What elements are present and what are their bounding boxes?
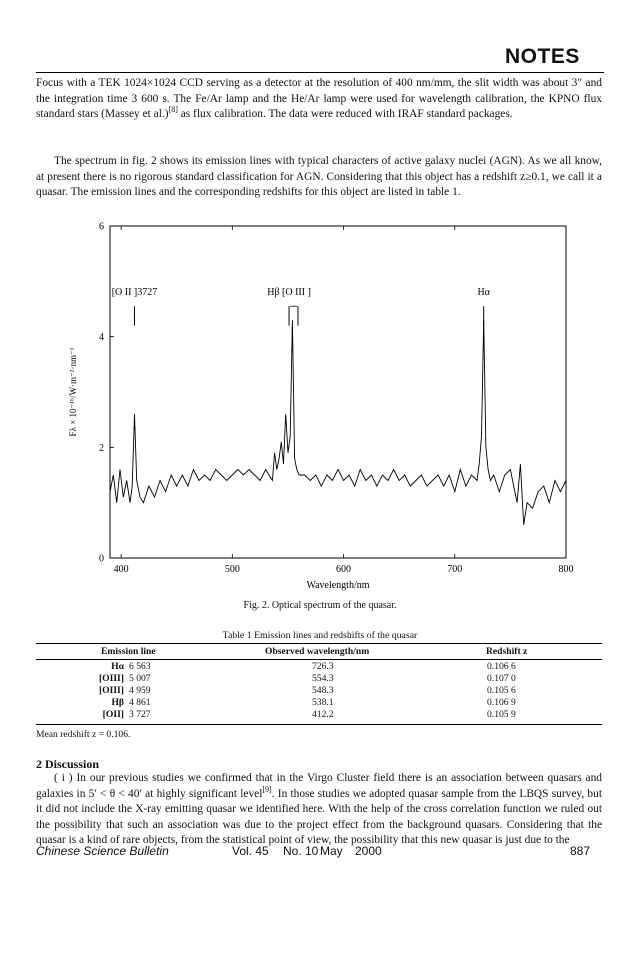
table-cell-redshift: 0.106 6 [487,661,516,672]
paragraph-1-text: Focus with a TEK 1024×1024 CCD serving as a detector at the resolution of 400 nm/mm, the slit width was about 3″ and the integration time 3 600 s. The Fe/Ar lamp and the He/Ar lamp were used for wavelength calibration, the KPNO flux standard stars (Massey et al.) [36,77,602,121]
x-tick-label: 600 [336,564,352,575]
citation-8: [8] [168,105,178,115]
x-tick-label: 400 [113,564,129,575]
paragraph-3-text-a: ( i ) In our previous studies we confirmed that in the Virgo Cluster field there is an association between quasars and galaxies in 5′ < θ < 40′ at highly significant level [36,772,602,800]
table-cell-redshift: 0.105 6 [487,685,516,696]
chart-axes [110,226,566,558]
line-label: [O II ]3727 [111,287,158,299]
footer-number: No. 10 [283,844,319,858]
citation-9: [9] [262,784,272,794]
line-label: Hβ [O III ] [267,287,311,299]
spectrum-line [110,320,566,525]
table-cell-observed: 726.3 [312,661,334,672]
plot-frame [110,226,566,558]
line-label: Hα [477,287,490,299]
paragraph-1 [36,76,602,123]
chart-ticks [99,222,574,576]
table-cell-line: Hβ [111,697,124,708]
table-note: Mean redshift z = 0.106. [36,729,131,740]
paragraph-2-text: The spectrum in fig. 2 shows its emission lines with typical characters of active galaxy nuclei (AGN). As we all know, at present there is no rigorous standard classification for AGN. Considering that this object has a redshift z≥0.1, we call it a quasar. The emission lines and the corresponding redshifts for this object are listed in table 1. [36,155,602,199]
table-header-emission: Emission line [101,646,156,657]
y-axis-label: Fλ × 10⁻¹⁶/W·m⁻²·nm⁻¹ [68,347,78,437]
y-tick-label: 2 [99,442,104,454]
table-cell-rest: 4 861 [129,697,151,708]
table-cell-line: [OIII] [98,673,124,684]
y-tick-label: 6 [99,221,104,233]
table-cell-line: Hα [111,661,124,672]
table-cell-line: [OII] [102,709,124,720]
table-title: Table 1 Emission lines and redshifts of the quasar [222,630,418,641]
table-header-observed: Observed wavelength/nm [265,646,370,657]
table-cell-rest: 6 563 [129,661,151,672]
figure-caption: Fig. 2. Optical spectrum of the quasar. [243,600,397,611]
section-header-title: NOTES [505,45,580,68]
y-tick-label: 0 [99,553,104,565]
table-top-rule [36,643,602,644]
x-tick-label: 500 [224,564,240,575]
table-cell-observed: 548.3 [312,685,334,696]
paragraph-1-tail: as flux calibration. The data were reduced with IRAF standard packages. [177,108,513,121]
x-axis-label: Wavelength/nm [306,580,370,591]
paragraph-3 [36,771,602,849]
table-cell-observed: 538.1 [312,697,334,708]
table-cell-rest: 3 727 [129,709,151,720]
table-cell-redshift: 0.106 9 [487,697,516,708]
table-header-redshift: Redshift z [486,646,528,657]
footer-volume: Vol. 45 [232,844,269,858]
footer-page: 887 [570,844,591,858]
table-cell-rest: 4 959 [129,685,151,696]
footer-month: May [320,844,343,858]
footer-year: 2000 [355,844,382,858]
header-rule [36,72,604,73]
table-cell-line: [OIII] [98,685,124,696]
table-cell-observed: 412.2 [312,709,334,720]
table-header-rule [36,659,602,660]
y-tick-label: 4 [99,332,104,344]
table-bottom-rule [36,724,602,725]
paragraph-2 [36,154,602,201]
table-cell-redshift: 0.105 9 [487,709,516,720]
x-tick-label: 700 [447,564,463,575]
section-heading: 2 Discussion [36,757,100,771]
paragraph-3-text-b: . In those studies we adopted quasar sample from the LBQS survey, but it did not include the X-ray emitting quasar we identified here. With the help of the cross correlation function we ruled out the possibility that such an association was due to the project effect from the background quasars. Considering that the quasar is a kind of rare objects, from the statistical point of view, the possibility that this new quasar is just due to the [36,787,602,847]
table-cell-observed: 554.3 [312,673,334,684]
x-tick-label: 800 [558,564,574,575]
footer-journal: Chinese Science Bulletin [36,844,169,858]
table-cell-rest: 5 007 [129,673,151,684]
table-cell-redshift: 0.107 0 [487,673,516,684]
line-annotations [112,287,491,325]
spectrum-chart [0,210,640,615]
